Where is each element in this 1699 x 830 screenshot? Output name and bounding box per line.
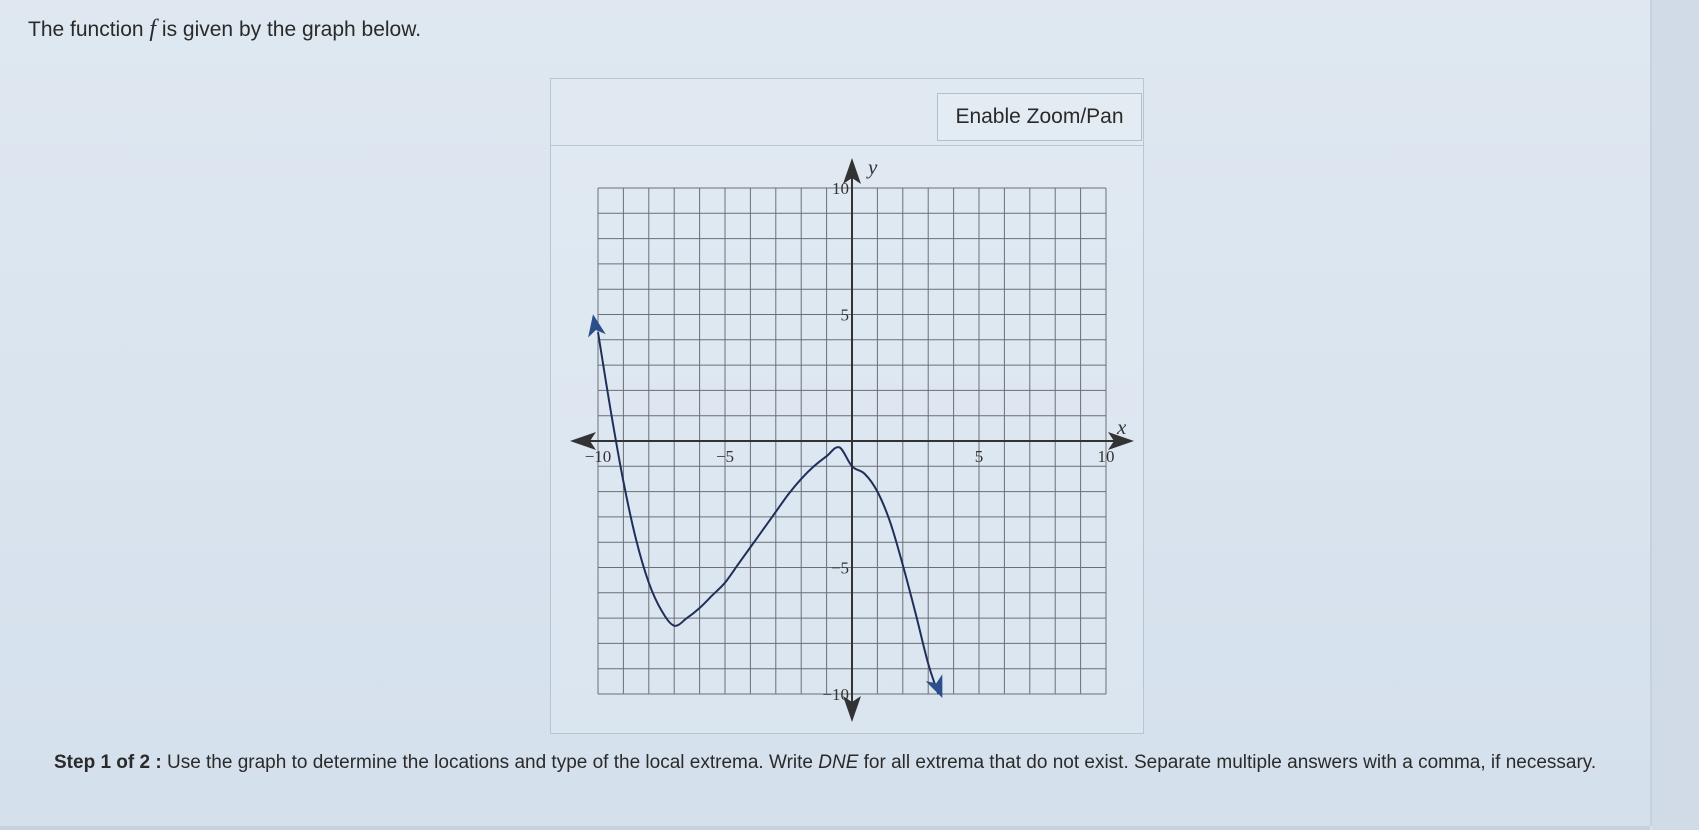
y-axis-label: y: [868, 155, 878, 179]
y-tick-label: 5: [840, 305, 849, 325]
enable-zoom-pan-button[interactable]: Enable Zoom/Pan: [937, 93, 1142, 141]
axes: [570, 155, 1134, 722]
problem-intro: The function f is given by the graph below.: [28, 16, 422, 42]
x-tick-label: 10: [1097, 447, 1115, 466]
y-tick-label: −10: [822, 685, 849, 704]
x-axis-label: x: [1117, 415, 1127, 439]
y-tick-label: 10: [832, 179, 849, 198]
function-name: f: [149, 16, 157, 42]
x-tick-label: 5: [974, 447, 984, 466]
function-curve: [588, 314, 942, 698]
x-tick-label: −5: [715, 447, 735, 466]
step-label: Step 1 of 2 :: [54, 752, 162, 773]
x-tick-label: −10: [584, 447, 612, 466]
y-tick-label: −5: [830, 558, 849, 578]
curve-start-arrow: [588, 314, 606, 337]
step-instructions: Step 1 of 2 : Use the graph to determine the locations and type of the local extrema. Write DNE for all extrema that do not exist. Separate multiple answers with a comma, if necessary.: [54, 752, 1597, 773]
dne-term: DNE: [818, 752, 859, 773]
